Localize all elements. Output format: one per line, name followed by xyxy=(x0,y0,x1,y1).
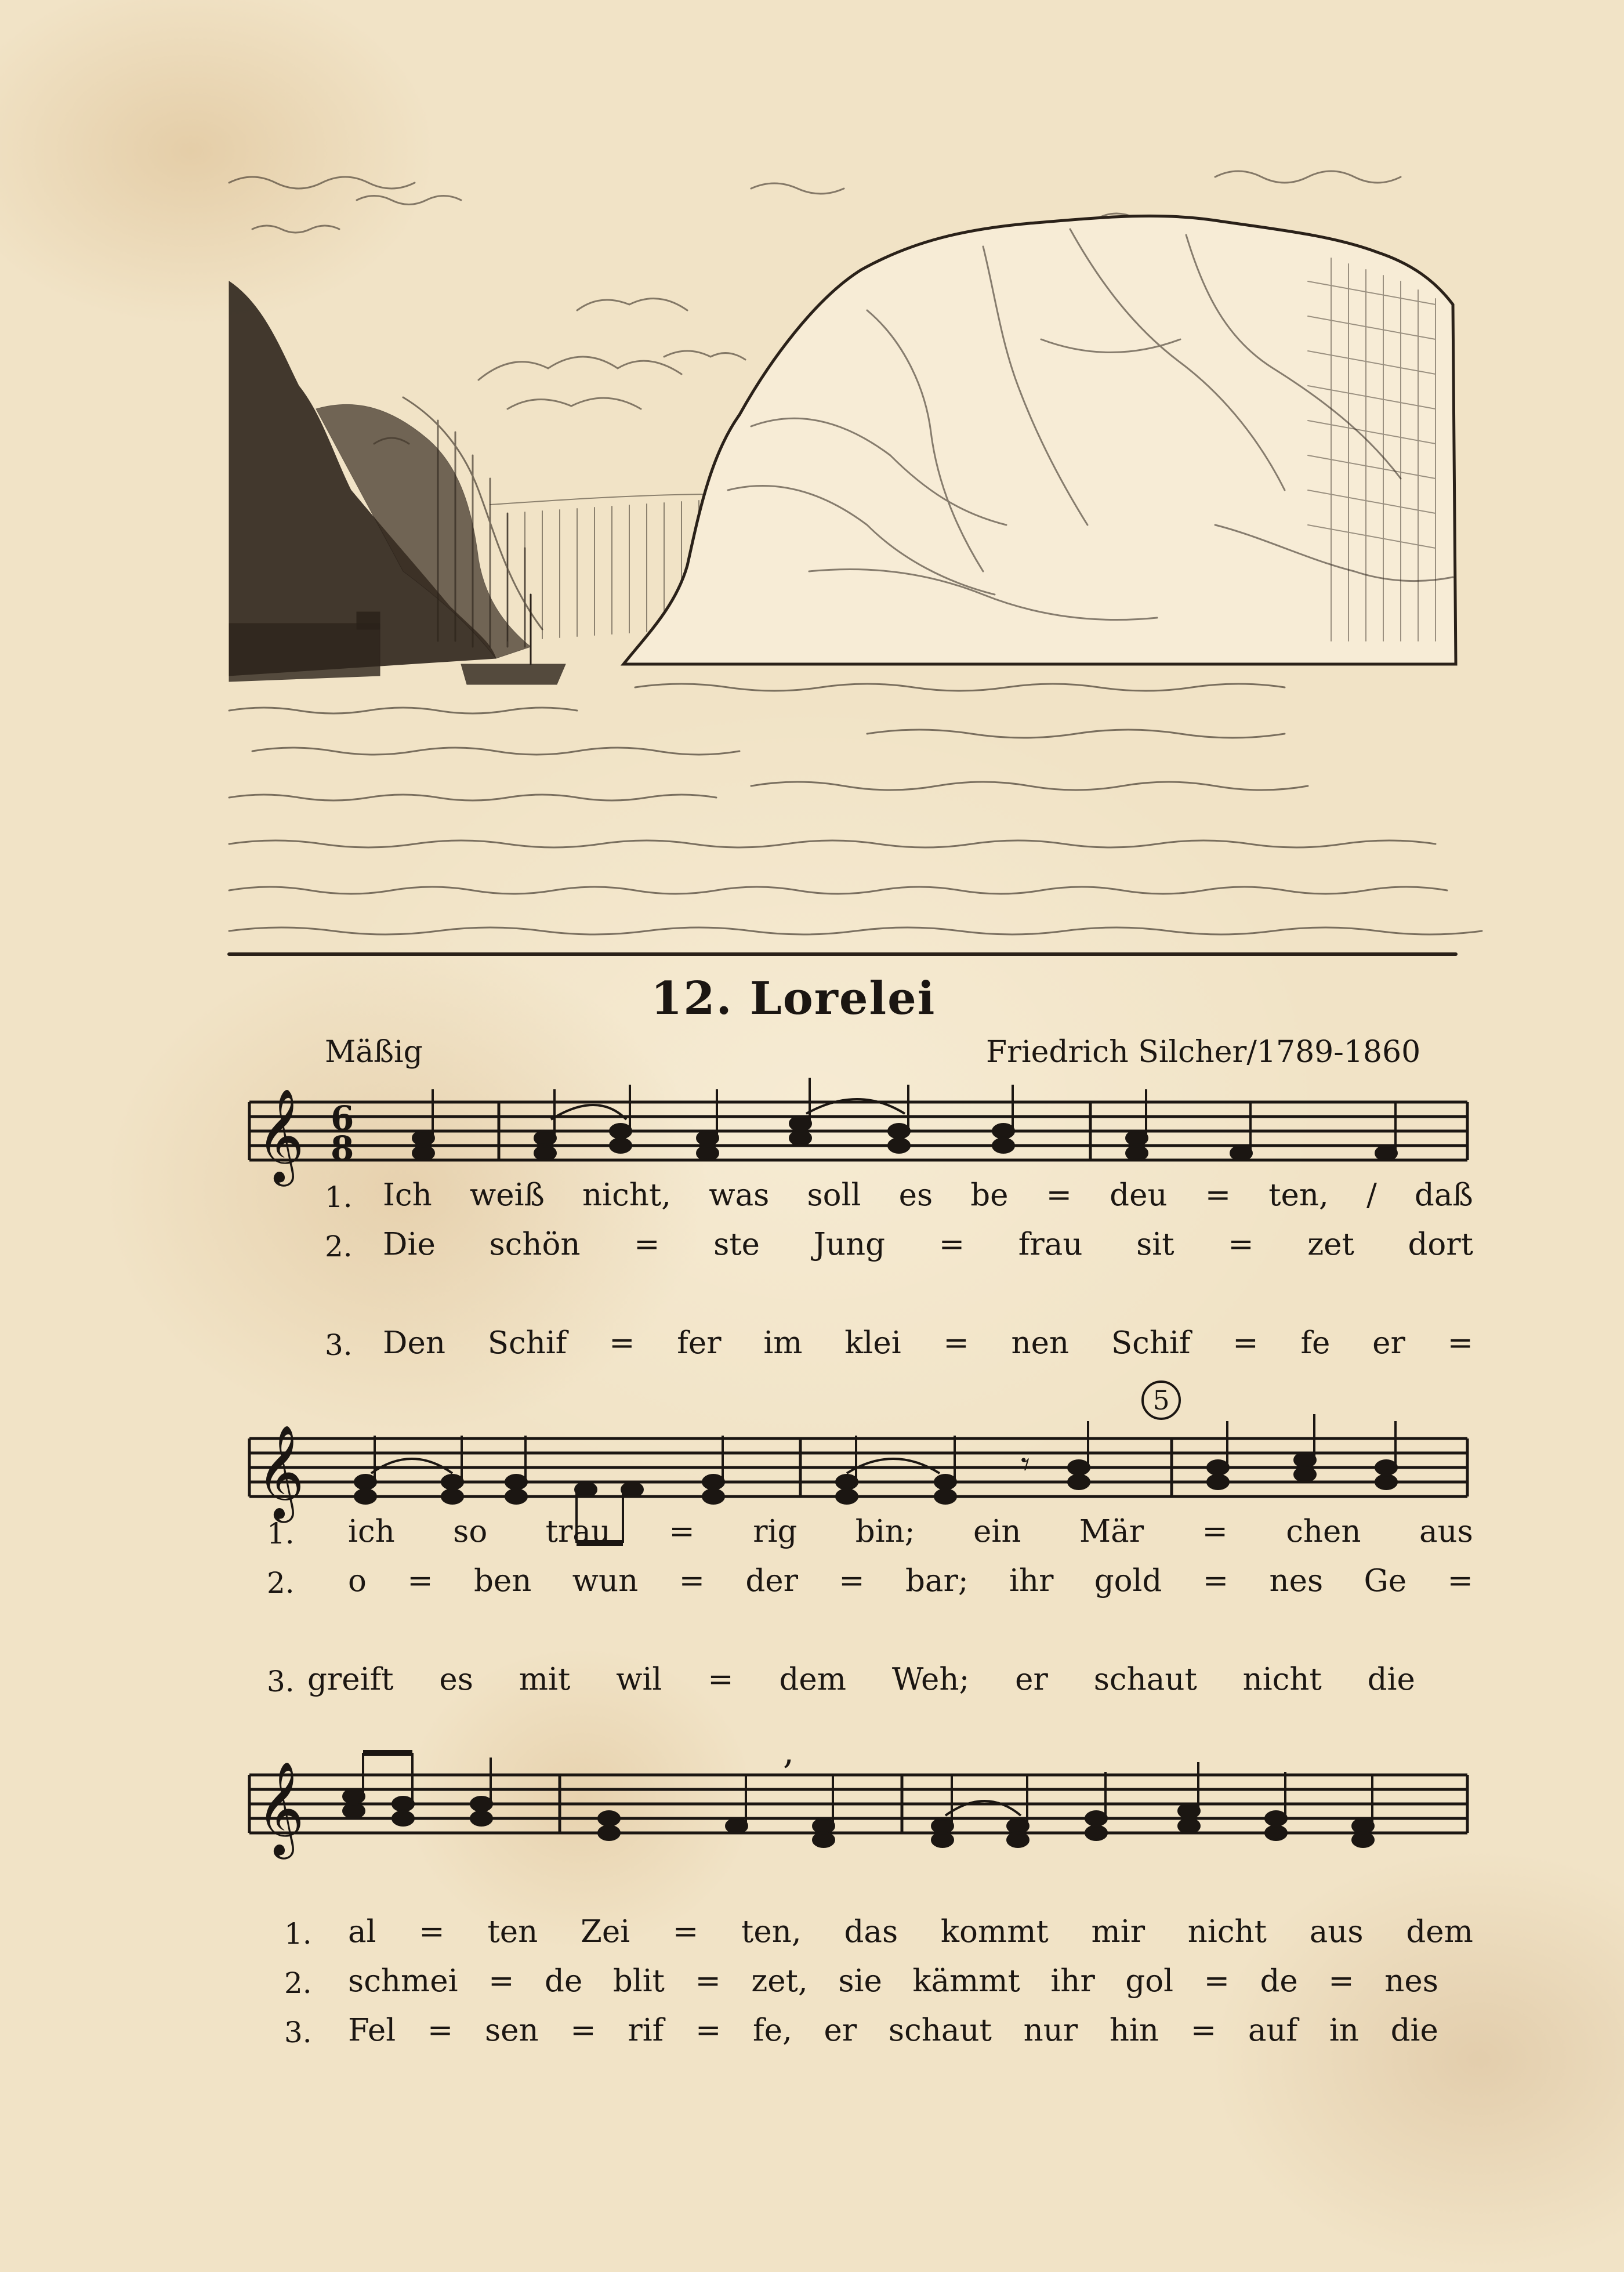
lyric-syllable: die xyxy=(1367,1662,1415,1697)
loreley-rock-illustration xyxy=(229,165,1456,963)
lyric-syllable: sen xyxy=(484,2013,539,2048)
lyric-syllable: die xyxy=(1390,2013,1438,2048)
lyric-syllable: Jung xyxy=(813,1227,886,1262)
lyric-syllable: = xyxy=(708,1662,734,1697)
lyric-syllable: ihr xyxy=(1050,1963,1095,1999)
verse-number: 3. xyxy=(325,1328,353,1362)
lyric-syllable: auf xyxy=(1248,2013,1298,2048)
staff-2 xyxy=(244,1385,1473,1578)
lyric-syllable: = xyxy=(1190,2013,1217,2048)
lyric-syllable: / xyxy=(1366,1177,1377,1213)
lyric-syllable: schmei xyxy=(348,1963,458,1999)
lyric-syllable: = xyxy=(1232,1325,1259,1361)
music-system-3 xyxy=(244,1731,1473,1951)
lyric-syllable: al xyxy=(348,1914,376,1950)
lyric-syllable: = xyxy=(679,1563,705,1599)
lyric-syllable: was xyxy=(709,1177,770,1213)
lyric-syllable: mit xyxy=(519,1662,571,1697)
lyric-syllable: ten, xyxy=(741,1914,802,1950)
lyric-syllable: nen xyxy=(1011,1325,1070,1361)
verse-number: 1. xyxy=(267,1517,295,1550)
lyric-syllable: fe xyxy=(1300,1325,1331,1361)
lyric-syllable: = xyxy=(1228,1227,1254,1262)
verse-number: 3. xyxy=(267,1665,295,1698)
lyric-syllable: weiß xyxy=(469,1177,545,1213)
lyric-syllable: rig xyxy=(753,1514,798,1549)
lyric-line-verse-3 xyxy=(348,2013,1438,2048)
lyric-syllable: ben xyxy=(473,1563,532,1599)
lyric-syllable: er xyxy=(1372,1325,1405,1361)
lyric-syllable: dem xyxy=(779,1662,846,1697)
lyric-syllable: gold xyxy=(1094,1563,1162,1599)
lyric-syllable: ihr xyxy=(1009,1563,1054,1599)
lyric-syllable: dem xyxy=(1406,1914,1473,1950)
lyric-syllable: be xyxy=(970,1177,1009,1213)
lyric-syllable: sie xyxy=(838,1963,882,1999)
measure-number-marker xyxy=(1143,1382,1180,1419)
lyric-syllable: = xyxy=(938,1227,965,1262)
verse-number: 1. xyxy=(284,1917,312,1951)
lyric-syllable: Die xyxy=(383,1227,436,1262)
lyric-syllable: der xyxy=(745,1563,798,1599)
lyric-syllable: aus xyxy=(1419,1514,1473,1549)
lyric-syllable: deu xyxy=(1110,1177,1168,1213)
svg-text:5: 5 xyxy=(1152,1385,1170,1416)
staff-3 xyxy=(244,1731,1473,1914)
lyric-syllable: o xyxy=(348,1563,367,1599)
lyric-syllable: = xyxy=(695,2013,722,2048)
lyric-syllable: = xyxy=(1447,1563,1473,1599)
lyric-syllable: zet xyxy=(1307,1227,1354,1262)
lyric-syllable: trau xyxy=(545,1514,611,1549)
composer-credit: Friedrich Silcher/1789-1860 xyxy=(986,1035,1421,1070)
lyric-syllable: ste xyxy=(713,1227,760,1262)
verse-number: 2. xyxy=(267,1566,295,1600)
lyric-syllable: = xyxy=(943,1325,969,1361)
lyric-syllable: soll xyxy=(807,1177,861,1213)
lyric-syllable: gol xyxy=(1125,1963,1174,1999)
lyric-syllable: ich xyxy=(348,1514,395,1549)
tempo-marking: Mäßig xyxy=(325,1035,423,1070)
lyric-syllable: = xyxy=(839,1563,865,1599)
lyric-syllable: = xyxy=(609,1325,635,1361)
lyric-syllable: = xyxy=(695,1963,721,1999)
lyric-line-verse-3 xyxy=(383,1325,1473,1361)
lyric-syllable: greift xyxy=(307,1662,394,1697)
verse-number: 3. xyxy=(284,2016,312,2049)
lyric-syllable: er xyxy=(824,2013,857,2048)
lyric-syllable: nicht, xyxy=(582,1177,672,1213)
lyric-syllable: es xyxy=(898,1177,933,1213)
verse-number: 1. xyxy=(325,1180,353,1214)
staff-1 xyxy=(244,1067,1473,1241)
lyric-syllable: = xyxy=(427,2013,454,2048)
lyric-syllable: nes xyxy=(1269,1563,1324,1599)
lyric-syllable: fer xyxy=(677,1325,722,1361)
lyric-syllable: das xyxy=(844,1914,898,1950)
lyric-syllable: nes xyxy=(1384,1963,1438,1999)
eighth-rest-icon: 𝄾 xyxy=(1021,1444,1030,1485)
lyric-syllable: Fel xyxy=(348,2013,396,2048)
lyric-syllable: es xyxy=(439,1662,473,1697)
lyric-syllable: Weh; xyxy=(891,1662,970,1697)
lyric-syllable: chen xyxy=(1286,1514,1361,1549)
time-signature-6-8 xyxy=(331,1099,354,1168)
lyric-syllable: schaut xyxy=(888,2013,992,2048)
lyric-syllable: = xyxy=(1204,1963,1230,1999)
lyric-syllable: aus xyxy=(1309,1914,1364,1950)
notes-system-1 xyxy=(413,1078,1397,1160)
treble-clef-icon: 𝄞 xyxy=(256,1088,304,1183)
lyric-syllable: de xyxy=(1260,1963,1298,1999)
lyric-syllable: nicht xyxy=(1187,1914,1267,1950)
lyric-syllable: so xyxy=(453,1514,488,1549)
lyric-syllable: Ge xyxy=(1364,1563,1407,1599)
lyric-syllable: = xyxy=(488,1963,514,1999)
lyric-syllable: nicht xyxy=(1242,1662,1322,1697)
lyric-syllable: daß xyxy=(1414,1177,1473,1213)
lyric-syllable: = xyxy=(672,1914,699,1950)
svg-text:6: 6 xyxy=(331,1099,354,1138)
lyric-syllable: = xyxy=(570,2013,596,2048)
lyric-syllable: ein xyxy=(973,1514,1021,1549)
lyric-syllable: kämmt xyxy=(912,1963,1020,1999)
verse-number: 2. xyxy=(325,1230,353,1263)
lyric-line-verse-2 xyxy=(348,1563,1473,1599)
lyric-syllable: hin xyxy=(1109,2013,1159,2048)
lyric-syllable: Mär xyxy=(1079,1514,1144,1549)
lyric-syllable: wun xyxy=(572,1563,639,1599)
lyric-syllable: nur xyxy=(1023,2013,1078,2048)
lyric-syllable: im xyxy=(763,1325,803,1361)
lyric-syllable: mir xyxy=(1091,1914,1146,1950)
lyric-syllable: fe, xyxy=(753,2013,792,2048)
lyric-syllable: in xyxy=(1329,2013,1359,2048)
lyric-syllable: ten, xyxy=(1268,1177,1329,1213)
lyric-syllable: rif xyxy=(628,2013,664,2048)
lyric-syllable: er xyxy=(1015,1662,1048,1697)
lyric-syllable: bin; xyxy=(855,1514,915,1549)
lyric-syllable: = xyxy=(1328,1963,1354,1999)
lyric-syllable: sit xyxy=(1136,1227,1174,1262)
music-system-2 xyxy=(244,1385,1473,1600)
lyric-syllable: Schif xyxy=(1111,1325,1191,1361)
lyric-syllable: wil xyxy=(616,1662,662,1697)
lyric-syllable: = xyxy=(419,1914,445,1950)
lyric-line-verse-1 xyxy=(348,1914,1473,1950)
treble-clef-icon: 𝄞 xyxy=(256,1761,304,1856)
song-title: 12. Lorelei xyxy=(651,972,936,1025)
lyric-syllable: = xyxy=(669,1514,695,1549)
breath-mark-icon: , xyxy=(783,1731,795,1772)
lyric-line-verse-1 xyxy=(348,1514,1473,1549)
lyric-line-verse-2 xyxy=(383,1227,1473,1262)
lyric-syllable: = xyxy=(1447,1325,1473,1361)
lyric-line-verse-1 xyxy=(383,1177,1473,1213)
lyric-syllable: = xyxy=(1202,1563,1229,1599)
lyric-syllable: bar; xyxy=(905,1563,969,1599)
lyric-syllable: = xyxy=(407,1563,433,1599)
lyric-syllable: kommt xyxy=(940,1914,1049,1950)
lyric-syllable: = xyxy=(1046,1177,1072,1213)
treble-clef-icon: 𝄞 xyxy=(256,1425,304,1519)
lyric-syllable: ten xyxy=(487,1914,538,1950)
lyric-line-verse-2 xyxy=(348,1963,1438,1999)
lyric-syllable: = xyxy=(634,1227,660,1262)
music-system-1 xyxy=(244,1067,1473,1263)
lyric-syllable: Schif xyxy=(487,1325,567,1361)
lyric-syllable: dort xyxy=(1408,1227,1473,1262)
lyric-syllable: de xyxy=(545,1963,583,1999)
lyric-syllable: = xyxy=(1202,1514,1228,1549)
lyric-syllable: schaut xyxy=(1093,1662,1197,1697)
lyric-syllable: blit xyxy=(612,1963,665,1999)
lyric-syllable: Ich xyxy=(383,1177,432,1213)
lyric-syllable: frau xyxy=(1018,1227,1083,1262)
lyric-line-verse-3 xyxy=(307,1662,1415,1697)
lyric-syllable: schön xyxy=(489,1227,581,1262)
lyric-syllable: klei xyxy=(844,1325,901,1361)
lyric-syllable: zet, xyxy=(751,1963,808,1999)
lyric-syllable: = xyxy=(1205,1177,1231,1213)
lyric-syllable: Zei xyxy=(581,1914,630,1950)
svg-text:8: 8 xyxy=(331,1129,354,1168)
verse-number: 2. xyxy=(284,1966,312,2000)
lyric-syllable: Den xyxy=(383,1325,445,1361)
